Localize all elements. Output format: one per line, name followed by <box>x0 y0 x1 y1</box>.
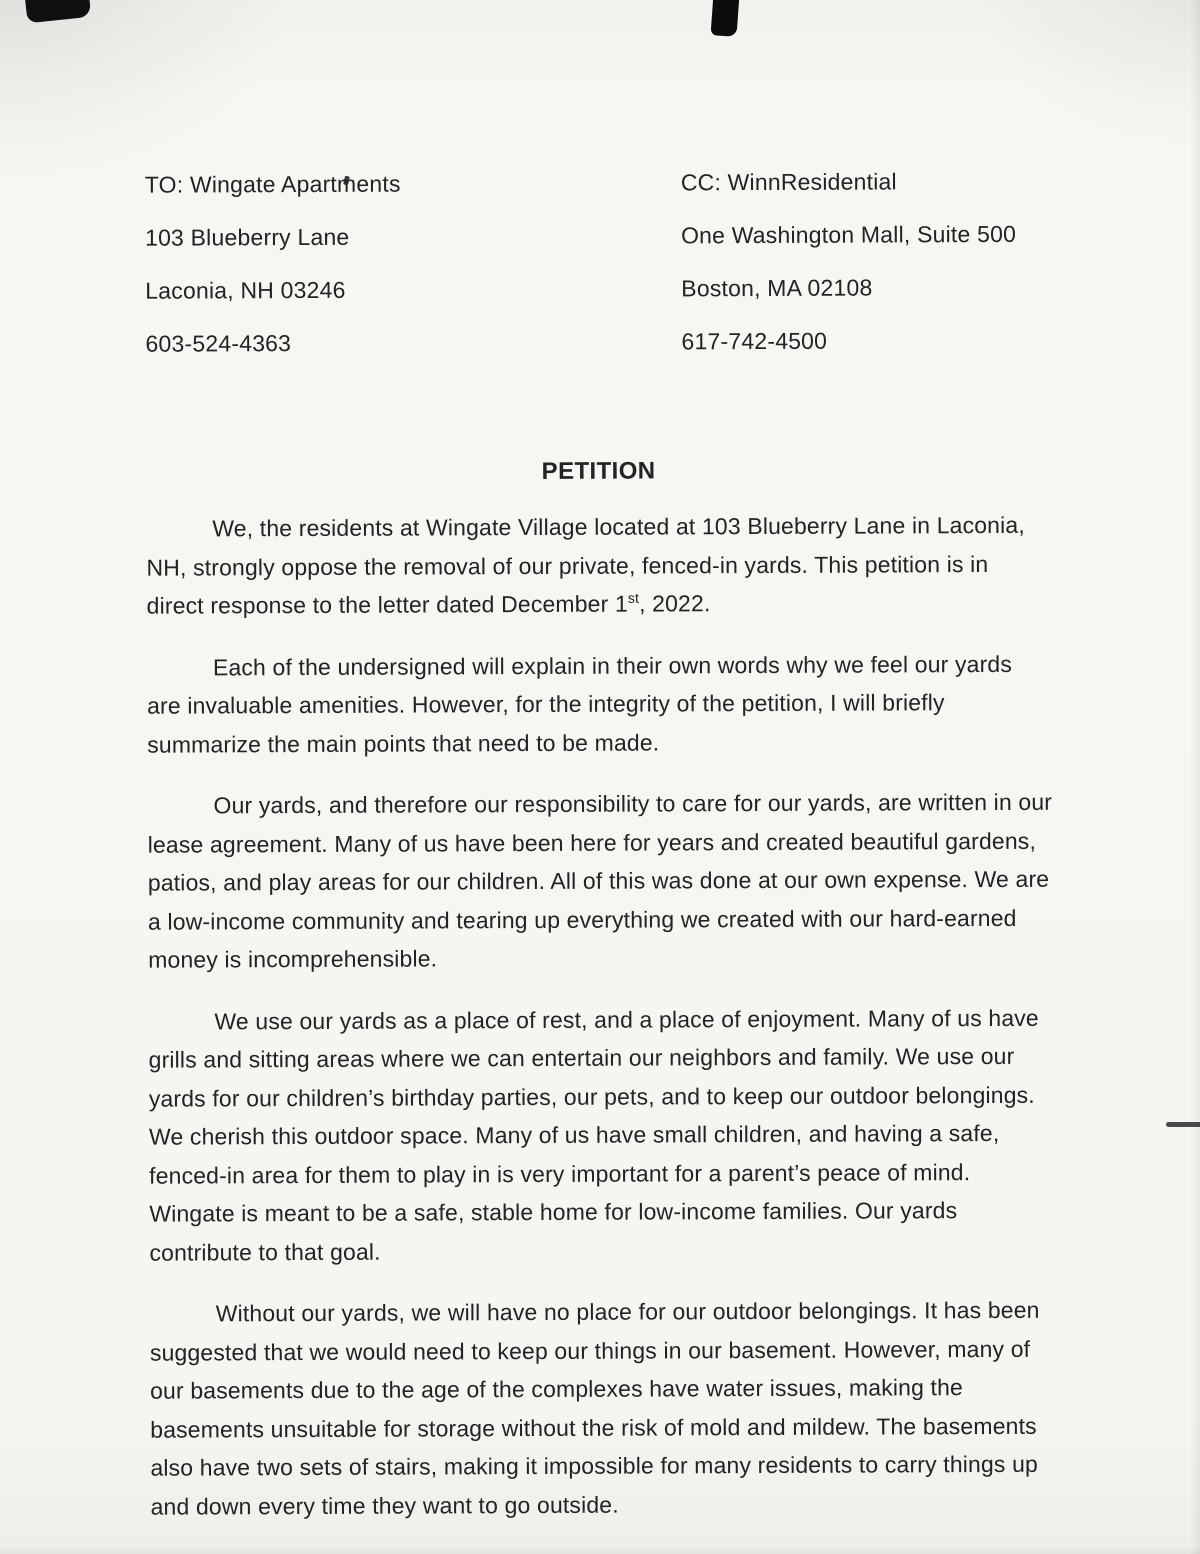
cc-line: CC: WinnResidential <box>680 168 897 196</box>
recipient-line: 103 Blueberry Lane <box>144 223 350 251</box>
petition-paragraph-5: Without our yards, we will have no place for our outdoor belongings. It has been suggested that we would need to keep our things in our basement. However, many of our basements due to the age of the complexes have water issues, making the basements unsuitable for storage without the risk of mold and mildew. The basements also have two sets of stairs, making it impossible for many residents to carry things up and down every time they want to go outside. <box>149 1296 1040 1520</box>
petition-paragraph-2: Each of the undersigned will explain in their own words why we feel our yards are invaluable amenities. However, for the integrity of the petition, I will briefly summarize the main points that need to be made. <box>147 650 1013 758</box>
petition-title: PETITION <box>541 457 656 485</box>
ordinal-suffix: st <box>627 589 640 606</box>
cc-line: One Washington Mall, Suite 500 <box>680 220 1017 249</box>
paragraph-text: , 2022. <box>639 590 711 617</box>
cc-address-block <box>681 167 1106 381</box>
cc-line: 617-742-4500 <box>681 327 828 355</box>
petition-paragraph-4: We use our yards as a place of rest, and a place of enjoyment. Many of us have grills and sitting areas where we can entertain our neighbors and family. We use our yards for our children’s birthday parties, our pets, and to keep our outdoor belongings. We cherish this outdoor space. Many of us have small children, and having a safe, fenced-in area for them to play in is very important for a parent’s peace of mind. Wingate is meant to be a safe, stable home for low-income families. Our yards contribute to that goal. <box>148 1004 1039 1266</box>
recipient-address-block <box>145 169 682 383</box>
petition-paragraph-3: Our yards, and therefore our responsibility to care for our yards, are written in our lease agreement. Many of us have been here for years and created beautiful gardens, patios, and play areas for our children. All of this was done at our own expense. We are a low-income community and tearing up everything we created with our hard-earned money is incomprehensible. <box>147 788 1053 973</box>
recipient-line: 603-524-4363 <box>145 330 292 357</box>
recipient-line: Laconia, NH 03246 <box>145 276 346 304</box>
recipient-line: TO: Wingate Apartments <box>144 170 401 198</box>
page-edge-bottom <box>0 1546 1200 1554</box>
petition-paragraph-1 <box>146 506 1051 625</box>
cc-line: Boston, MA 02108 <box>681 274 873 302</box>
petition-body <box>146 506 1055 1526</box>
paragraph-text: We, the residents at Wingate Village located at 103 Blueberry Lane in Laconia, NH, strongly oppose the removal of our private, fenced-in yards. This petition is in direct response to the letter dated December 1 <box>146 511 1025 619</box>
page-edge-right <box>1190 0 1200 1554</box>
address-header <box>145 167 1106 383</box>
